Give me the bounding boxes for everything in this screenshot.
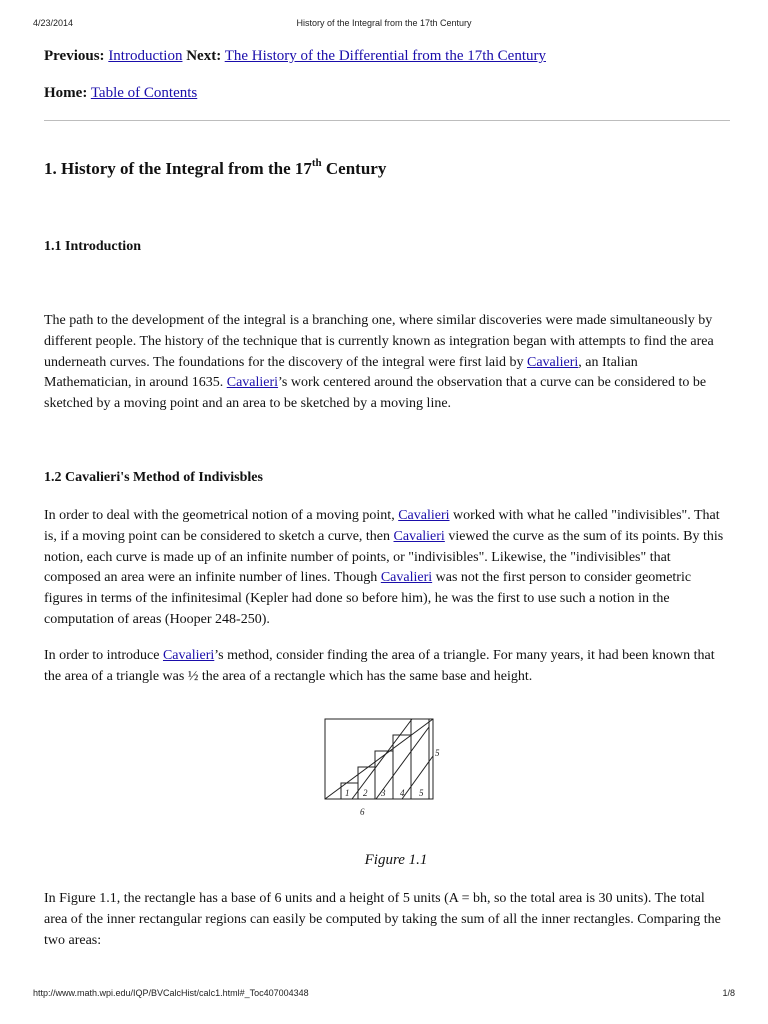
page-title-prefix: 1. History of the Integral from the 17 — [44, 159, 312, 178]
page-title-sup: th — [311, 157, 322, 169]
page-title-suffix: Century — [321, 159, 387, 178]
text-run: ’s method, consider finding the area of a triangle. For many years, it had been known that the area of a triangle was ½ the area of a rectangle which has the same base and height. — [44, 648, 715, 684]
nav-previous-next — [44, 46, 546, 66]
paragraph-triangle — [44, 646, 726, 688]
cavalieri-link[interactable]: Cavalieri — [162, 648, 215, 663]
horizontal-rule — [44, 120, 730, 121]
cavalieri-link[interactable]: Cavalieri — [380, 570, 433, 586]
page-number: 1/8 — [722, 988, 735, 998]
cell-label: 3 — [381, 788, 386, 798]
figure-1-1-diagram — [324, 718, 439, 828]
print-url: http://www.math.wpi.edu/IQP/BVCalcHist/calc1.html#_Toc407004348 — [33, 988, 309, 998]
home-label: Home: — [44, 85, 88, 101]
height-label: 5 — [435, 748, 440, 758]
diagonal-line — [402, 756, 433, 799]
cell-label: 4 — [400, 788, 405, 798]
nav-home — [44, 83, 197, 103]
cavalieri-link[interactable]: Cavalieri — [226, 375, 279, 391]
home-link[interactable]: Table of Contents — [90, 85, 198, 101]
hypotenuse-line — [325, 719, 433, 799]
diagonal-line — [352, 719, 412, 799]
figure-caption: Figure 1.1 — [364, 852, 428, 868]
next-label: Next: — [186, 48, 222, 64]
cavalieri-link[interactable]: Cavalieri — [398, 508, 450, 523]
paragraph-figure-explanation: In Figure 1.1, the rectangle has a base of 6 units and a height of 5 units (A = bh, so the total area is 30 units). The total area of the inner rectangular regions can easily be computed by taking the sum of all the inner rectangles. Comparing the two areas: — [44, 891, 721, 948]
cell-label: 2 — [363, 788, 368, 798]
cell-label: 1 — [345, 788, 350, 798]
text-run: was not the first person to consider geometric figures in terms of the infinitesimal (Kepler had done so before him), he was the first to use such a notion in the computation of areas (Hooper 248-250). — [44, 570, 692, 627]
base-label: 6 — [360, 807, 365, 817]
text-run: viewed the curve as the sum of its points. By this notion, each curve is made up of an infinite number of points, or "indivisibles". Likewise, the "indivisibles" that composed an area were an infinite number of lines. Though — [44, 528, 724, 586]
text-run: In order to deal with the geometrical notion of a moving point, — [44, 508, 399, 523]
section-heading-indivisibles: 1.2 Cavalieri's Method of Indivisbles — [44, 470, 263, 485]
previous-label: Previous: — [44, 48, 105, 64]
section-heading-introduction: 1.1 Introduction — [44, 239, 141, 254]
text-run: ’s work centered around the observation that a curve can be considered to be sketched by a moving point and an area to be sketched by a moving line. — [44, 375, 707, 412]
print-title: History of the Integral from the 17th Century — [296, 18, 472, 28]
text-run: , an Italian Mathematician, in around 1635. — [44, 354, 638, 391]
cell-label: 5 — [419, 788, 424, 798]
text-run: The path to the development of the integral is a branching one, where similar discoveries were made simultaneously by different people. The history of the technique that is currently known as integration began with attempts to find the area underneath curves. The foundations for the discovery of the integral were first laid by — [44, 313, 714, 370]
print-header — [33, 18, 735, 32]
text-run: In order to introduce — [44, 648, 163, 663]
print-date: 4/23/2014 — [33, 18, 74, 28]
page-title — [44, 158, 386, 180]
previous-link[interactable]: Introduction — [108, 48, 183, 64]
cavalieri-link[interactable]: Cavalieri — [393, 528, 445, 544]
paragraph-indivisibles — [44, 506, 726, 631]
next-link[interactable]: The History of the Differential from the 17th Century — [224, 48, 546, 64]
print-footer — [33, 988, 735, 1002]
cavalieri-link[interactable]: Cavalieri — [526, 354, 579, 370]
paragraph-introduction — [44, 311, 726, 415]
text-run: worked with what he called "indivisibles". That is, if a moving point can be considered to sketch a curve, then — [44, 508, 720, 544]
